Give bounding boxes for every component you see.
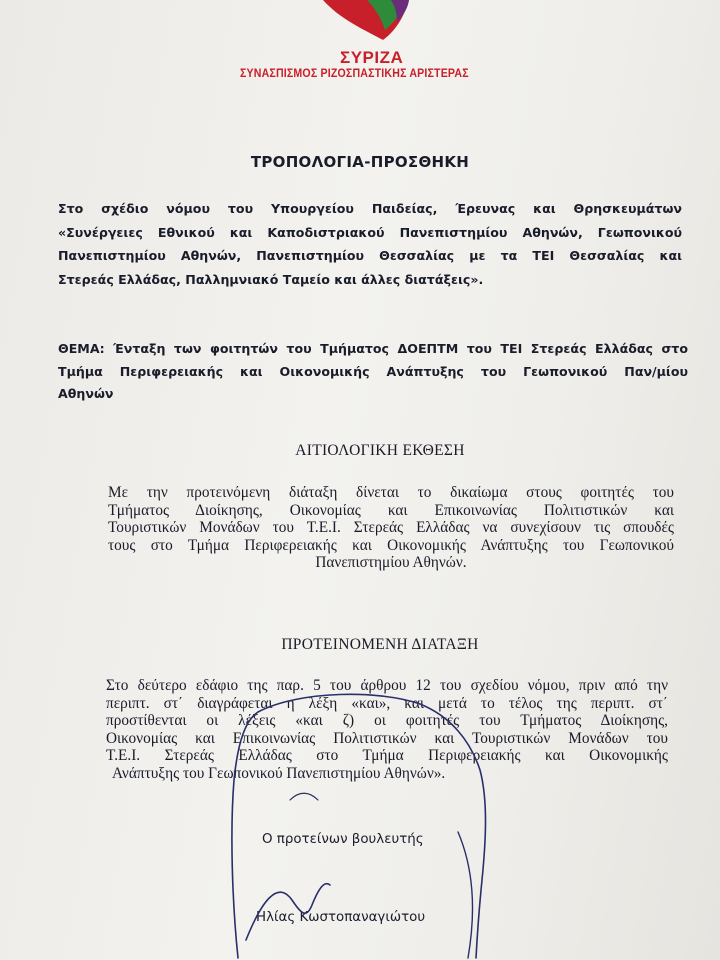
rationale-line: τους στο Τμήμα Περιφερειακής και Οικονομικής Ανάπτυξης του Γεωπονικού (108, 536, 674, 554)
provision-line: προστίθενται οι λέξεις «και ζ) οι φοιτητές του Τμήματος Διοίκησης, (106, 712, 668, 730)
signer-role: Ο προτείνων βουλευτής (262, 832, 424, 847)
provision-heading: ΠΡΟΤΕΙΝΟΜΕΝΗ ΔΙΑΤΑΞΗ (281, 636, 479, 653)
rationale-paragraph (108, 484, 674, 572)
rationale-line: Τουριστικών Μονάδων του Τ.Ε.Ι. Στερεάς Ελλάδας να συνεχίσουν τις σπουδές (108, 519, 674, 537)
provision-line: Οικονομίας και Επικοινωνίας Πολιτιστικών και Τουριστικών Μονάδων του (106, 729, 668, 747)
provision-line: Στο δεύτερο εδάφιο της παρ. 5 του άρθρου 12 του σχεδίου νόμου, πριν από την (106, 677, 668, 694)
provision-line: Τ.Ε.Ι. Στερεάς Ελλάδας στο Τμήμα Περιφερειακής και Οικονομικής (106, 747, 668, 765)
party-subtitle: ΣΥΝΑΣΠΙΣΜΟΣ ΡΙΖΟΣΠΑΣΤΙΚΗΣ ΑΡΙΣΤΕΡΑΣ (240, 68, 469, 80)
rationale-line: Τμήματος Διοίκησης, Οικονομίας και Επικοινωνίας Πολιτιστικών και (108, 501, 674, 519)
syriza-logo-icon (305, 0, 425, 44)
provision-paragraph (106, 677, 668, 783)
intro-line: Πανεπιστημίου Αθηνών, Πανεπιστημίου Θεσσαλίας με τα ΤΕΙ Θεσσαλίας και (58, 248, 682, 263)
rationale-line: Με την προτεινόμενη διάταξη δίνεται το δικαίωμα στους φοιτητές του (108, 484, 674, 501)
provision-line: περιπτ. στ΄ διαγράφεται η λέξη «και», και μετά το τέλος της περιπτ. στ΄ (106, 694, 668, 712)
intro-line: Στο σχέδιο νόμου του Υπουργείου Παιδείας, Έρευνας και Θρησκευμάτων (58, 201, 682, 216)
rationale-line: Πανεπιστημίου Αθηνών. (315, 554, 467, 572)
provision-line: Ανάπτυξης του Γεωπονικού Πανεπιστημίου Αθηνών». (112, 764, 446, 782)
intro-line: Στερεάς Ελλάδας, Παλλημνιακό Ταμείο και άλλες διατάξεις». (58, 271, 484, 287)
subject-line: Αθηνών (58, 386, 114, 401)
document-title: ΤΡΟΠΟΛΟΓΙΑ-ΠΡΟΣΘΗΚΗ (250, 153, 470, 171)
party-name: ΣΥΡΙΖΑ (340, 48, 404, 67)
rationale-heading: ΑΙΤΙΟΛΟΓΙΚΗ ΕΚΘΕΣΗ (295, 442, 465, 459)
signer-name: Ηλίας Κωστοπαναγιώτου (256, 910, 426, 925)
intro-line: «Συνέργειες Εθνικού και Καποδιστριακού Πανεπιστημίου Αθηνών, Γεωπονικού (58, 224, 682, 240)
subject-paragraph (58, 338, 688, 406)
subject-line: ΘΕΜΑ: Ένταξη των φοιτητών του Τμήματος ΔΟΕΠΤΜ του ΤΕΙ Στερεάς Ελλάδας στο (58, 341, 688, 356)
intro-paragraph (58, 197, 682, 291)
subject-line: Τμήμα Περιφερειακής και Οικονομικής Ανάπτυξης του Γεωπονικού Παν/μίου (58, 363, 688, 379)
